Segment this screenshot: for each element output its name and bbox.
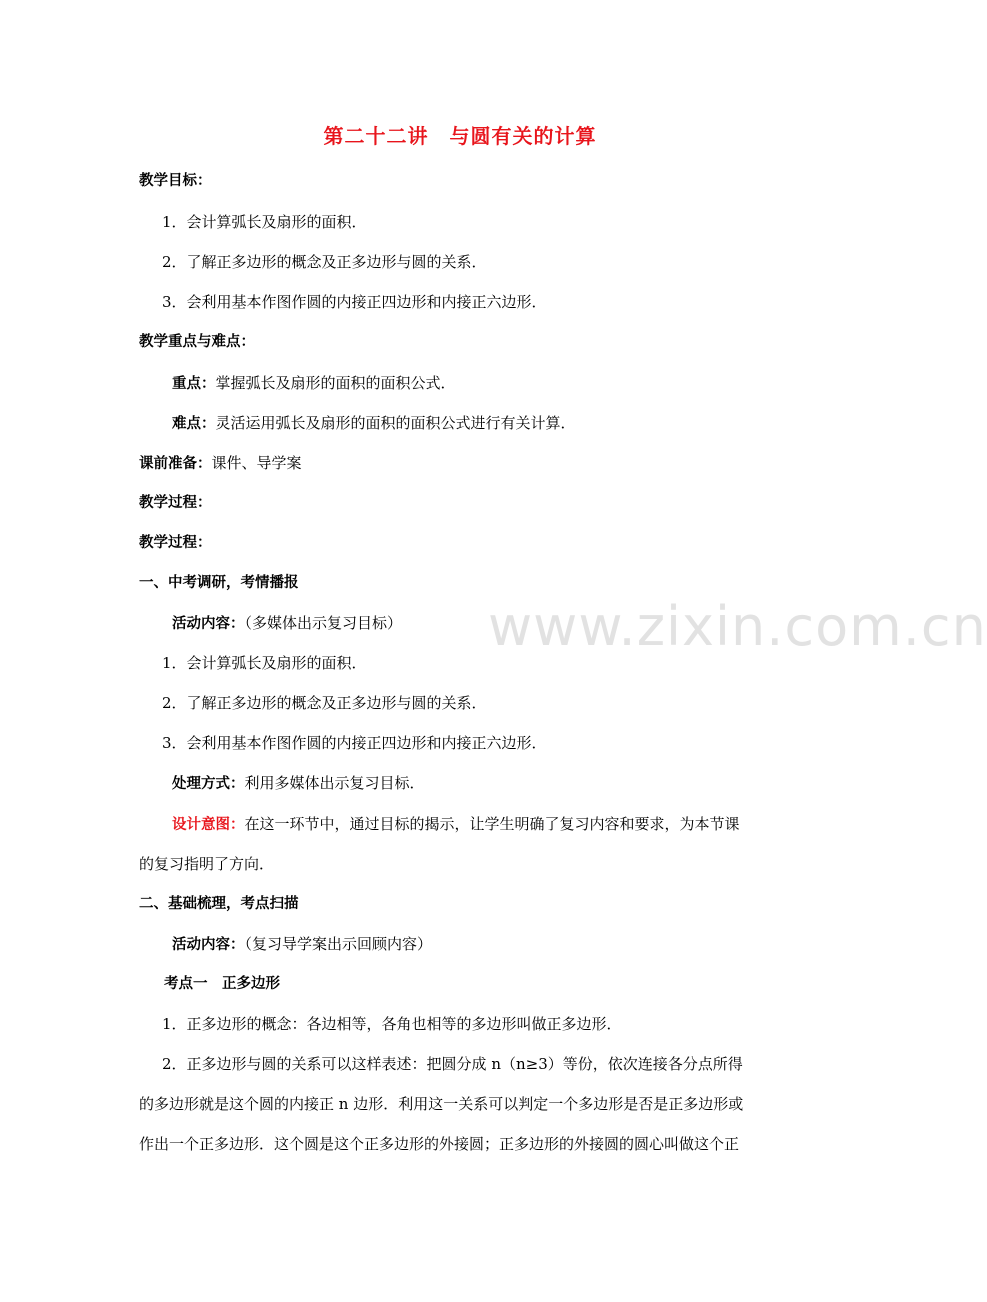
design-line — [172, 814, 740, 835]
section1-heading: 一、中考调研，考情播报 — [139, 575, 299, 591]
preparation-line — [139, 453, 302, 474]
point-heading: 考点一 正多边形 — [164, 976, 280, 992]
design-label: 设计意图： — [172, 817, 245, 833]
design-text: 在这一环节中，通过目标的揭示，让学生明确了复习内容和要求，为本节课 — [244, 815, 740, 833]
preparation-text: 课件、导学案 — [211, 454, 302, 472]
section1-item: 1．会计算弧长及扇形的面积． — [162, 654, 367, 672]
objective-item: 1．会计算弧长及扇形的面积． — [162, 213, 367, 231]
section2-activity-line — [172, 934, 432, 955]
difficulty-label: 难点： — [172, 416, 216, 432]
process-heading: 教学过程： — [139, 535, 212, 551]
activity-text: （复习导学案出示回顾内容） — [244, 935, 433, 953]
focus-line — [172, 373, 456, 394]
section2-item: 2．正多边形与圆的关系可以这样表述：把圆分成 n（n≥3）等份，依次连接各分点所得 — [162, 1055, 743, 1073]
process-heading: 教学过程： — [139, 495, 212, 511]
method-text: 利用多媒体出示复习目标． — [244, 774, 425, 792]
section1-item: 2．了解正多边形的概念及正多边形与圆的关系． — [162, 694, 487, 712]
key-points-heading: 教学重点与难点： — [139, 334, 255, 350]
section2-item-continued: 的多边形就是这个圆的内接正 n 边形．利用这一关系可以判定一个多边形是否是正多边形或 — [139, 1095, 744, 1113]
activity-label: 活动内容： — [172, 616, 245, 632]
method-line — [172, 773, 425, 794]
activity-label: 活动内容： — [172, 937, 245, 953]
objective-item: 3．会利用基本作图作圆的内接正四边形和内接正六边形． — [162, 293, 547, 311]
activity-text: （多媒体出示复习目标） — [244, 614, 403, 632]
objectives-heading: 教学目标： — [139, 173, 212, 189]
objective-item: 2．了解正多边形的概念及正多边形与圆的关系． — [162, 253, 487, 271]
section1-activity-line — [172, 613, 402, 634]
method-label: 处理方式： — [172, 776, 245, 792]
difficulty-line — [172, 413, 576, 434]
preparation-label: 课前准备： — [139, 456, 212, 472]
section2-heading: 二、基础梳理，考点扫描 — [139, 896, 299, 912]
section2-item: 1．正多边形的概念：各边相等，各角也相等的多边形叫做正多边形． — [162, 1015, 622, 1033]
page-title: 第二十二讲 与圆有关的计算 — [323, 124, 597, 148]
difficulty-text: 灵活运用弧长及扇形的面积的面积公式进行有关计算． — [215, 414, 576, 432]
watermark: www.zixin.com.cn — [488, 595, 987, 658]
section1-item: 3．会利用基本作图作圆的内接正四边形和内接正六边形． — [162, 734, 547, 752]
focus-label: 重点： — [172, 376, 216, 392]
section2-item-continued: 作出一个正多边形．这个圆是这个正多边形的外接圆；正多边形的外接圆的圆心叫做这个正 — [139, 1135, 740, 1153]
design-text-continued: 的复习指明了方向． — [139, 855, 275, 873]
focus-text: 掌握弧长及扇形的面积的面积公式． — [215, 374, 456, 392]
